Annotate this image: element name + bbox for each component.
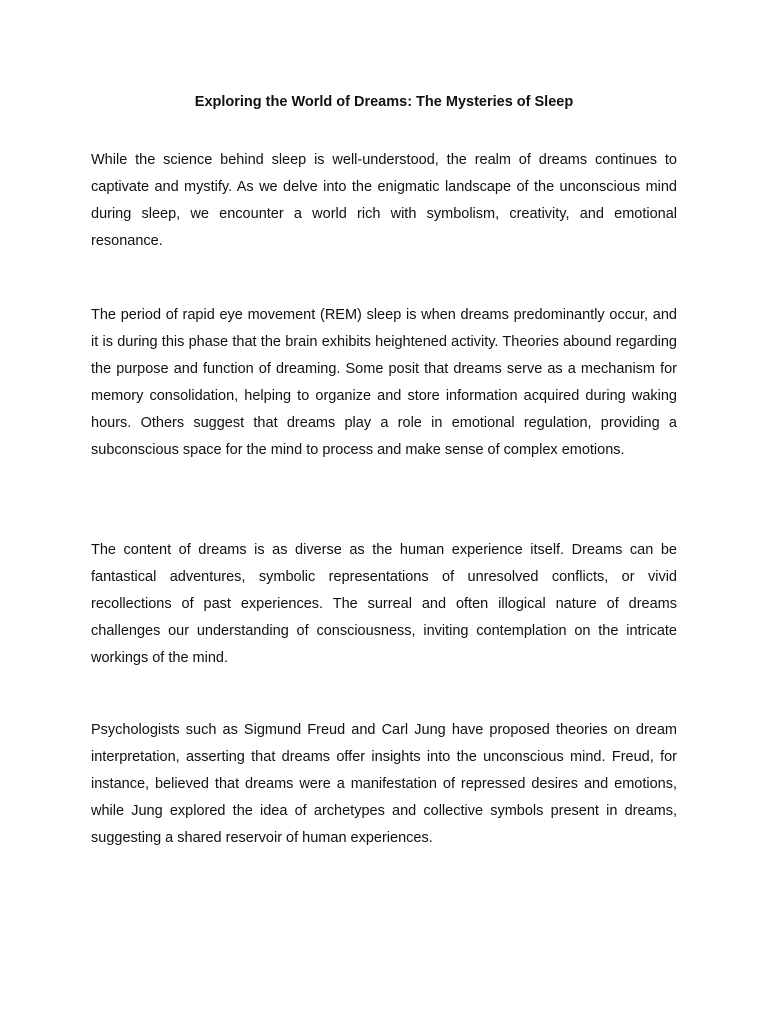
paragraph-intro: While the science behind sleep is well-understood, the realm of dreams continues to captivate and mystify. As we delve into the enigmatic landscape of the unconscious mind during sleep, we encounter a world rich with symbolism, creativity, and emotional resonance. — [91, 152, 677, 249]
document-title: Exploring the World of Dreams: The Mysteries of Sleep — [194, 94, 574, 110]
paragraph-psychologists: Psychologists such as Sigmund Freud and Carl Jung have proposed theories on dream interpretation, asserting that dreams offer insights into the unconscious mind. Freud, for instance, believed that dreams were a manifestation of repressed desires and emotions, while Jung explored the idea of archetypes and collective symbols present in dreams, suggesting a shared reservoir of human experiences. — [91, 722, 677, 846]
paragraph-rem-sleep: The period of rapid eye movement (REM) sleep is when dreams predominantly occur, and it is during this phase that the brain exhibits heightened activity. Theories abound regarding the purpose and function of dreaming. Some posit that dreams serve as a mechanism for memory consolidation, helping to organize and store information acquired during waking hours. Others suggest that dreams play a role in emotional regulation, providing a subconscious space for the mind to process and make sense of complex emotions. — [91, 307, 677, 458]
paragraph-dream-content: The content of dreams is as diverse as the human experience itself. Dreams can be fantastical adventures, symbolic representations of unresolved conflicts, or vivid recollections of past experiences. The surreal and often illogical nature of dreams challenges our understanding of consciousness, inviting contemplation on the intricate workings of the mind. — [91, 542, 677, 666]
